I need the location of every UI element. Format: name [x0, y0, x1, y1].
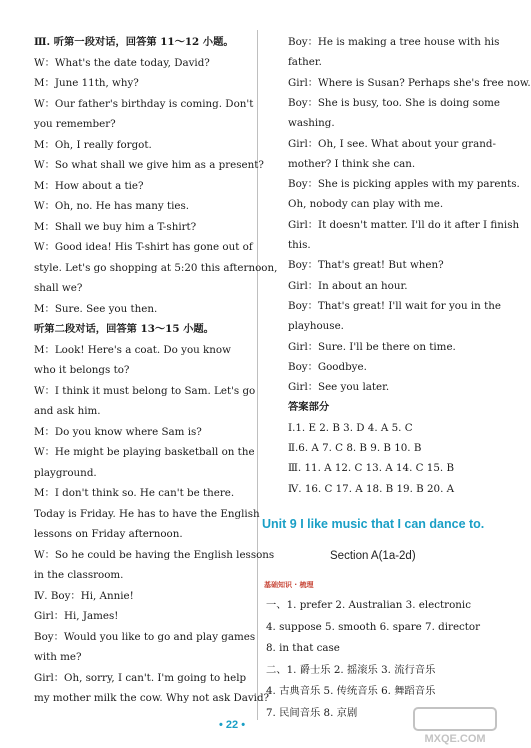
answer-line: 二、1. 爵士乐 2. 摇滚乐 3. 流行音乐	[266, 663, 436, 676]
text-line: shall we?	[34, 282, 83, 294]
text-line: Boy：He is making a tree house with his	[288, 36, 500, 48]
text-line: Girl：Sure. I'll be there on time.	[288, 340, 456, 353]
text-line: Boy：She is busy, too. She is doing some	[288, 96, 501, 109]
text-line: my mother milk the cow. Why not ask David?	[34, 692, 270, 704]
text-line: playground.	[34, 466, 97, 479]
text-line: Ⅰ.1. E 2. B 3. D 4. A 5. C	[288, 421, 413, 434]
text-line: Ⅲ. 11. A 12. C 13. A 14. C 15. B	[288, 462, 455, 475]
text-line: in the classroom.	[34, 569, 124, 581]
heading-line: Ⅲ. 听第一段对话，回答第 11～12 小题。	[34, 36, 234, 48]
page-number: • 22 •	[219, 719, 246, 731]
text-line: W：Our father's birthday is coming. Don't	[34, 97, 254, 110]
text-line: Girl：Oh, sorry, I can't. I'm going to help	[34, 671, 247, 684]
text-line: Ⅳ. 16. C 17. A 18. B 19. B 20. A	[288, 482, 455, 495]
text-line: M：Shall we buy him a T-shirt?	[34, 220, 197, 233]
text-line: Girl：Hi, James!	[34, 610, 119, 622]
text-line: and ask him.	[34, 405, 101, 417]
text-line: M：Oh, I really forgot.	[34, 138, 152, 151]
text-line: Today is Friday. He has to have the English	[34, 507, 260, 520]
text-line: W：He might be playing basketball on the	[34, 446, 255, 458]
text-line: style. Let's go shopping at 5:20 this afternoon,	[34, 261, 278, 274]
watermark-text: MXQE.COM	[424, 733, 486, 745]
text-line: this.	[288, 239, 311, 251]
text-line: M：Sure. See you then.	[34, 302, 158, 315]
text-line: Boy：Goodbye.	[288, 360, 367, 373]
unit-title: Unit 9 I like music that I can dance to.	[262, 517, 485, 531]
text-line: M：How about a tie?	[34, 179, 144, 192]
answer-line: 7. 民间音乐 8. 京剧	[266, 707, 358, 719]
text-line: Ⅱ.6. A 7. C 8. B 9. B 10. B	[288, 442, 422, 454]
text-line: Oh, nobody can play with me.	[288, 198, 444, 211]
column-divider	[257, 30, 258, 720]
answer-line: 4. suppose 5. smooth 6. spare 7. director	[266, 620, 481, 633]
text-line: Boy：That's great! I'll wait for you in the	[288, 299, 501, 312]
text-line: Boy：She is picking apples with my parents.	[288, 178, 520, 191]
watermark-logo	[412, 706, 498, 746]
text-line: M：Do you know where Sam is?	[34, 425, 202, 438]
text-line: W：So what shall we give him as a present?	[34, 159, 264, 171]
text-line: Girl：In about an hour.	[288, 279, 408, 292]
heading-line: 答案部分	[288, 401, 330, 414]
text-line: mother? I think she can.	[288, 157, 416, 170]
text-line: M：I don't think so. He can't be there.	[34, 487, 235, 499]
text-line: Girl：Where is Susan? Perhaps she's free now.	[288, 76, 531, 89]
text-line: M：Look! Here's a coat. Do you know	[34, 343, 231, 356]
heading-line: 听第二段对话，回答第 13～15 小题。	[34, 323, 214, 335]
text-line: Ⅳ. Boy：Hi, Annie!	[34, 589, 134, 602]
text-line: with me?	[34, 651, 82, 663]
text-line: Boy：That's great! But when?	[288, 259, 444, 272]
text-line: playhouse.	[288, 320, 344, 333]
text-line: lessons on Friday afternoon.	[34, 528, 183, 540]
section-title: Section A(1a-2d)	[330, 550, 416, 562]
answer-line: 8. in that case	[266, 642, 340, 655]
text-line: W：So he could be having the English lessons	[34, 548, 275, 561]
text-line: W：Good idea! His T-shirt has gone out of	[34, 241, 253, 253]
answer-line: 一、1. prefer 2. Australian 3. electronic	[266, 599, 471, 611]
text-line: Girl：See you later.	[288, 381, 390, 394]
text-line: W：What's the date today, David?	[34, 56, 210, 69]
text-line: washing.	[288, 117, 335, 130]
text-line: you remember?	[34, 118, 116, 130]
answer-line: 4. 古典音乐 5. 传统音乐 6. 舞蹈音乐	[266, 685, 436, 698]
sub-title: 基础知识 · 梳理	[264, 581, 314, 589]
text-line: Girl：It doesn't matter. I'll do it after I finish	[288, 218, 520, 231]
text-line: M：June 11th, why?	[34, 77, 139, 89]
text-line: Boy：Would you like to go and play games	[34, 630, 256, 643]
text-line: who it belongs to?	[34, 364, 130, 376]
text-line: W：I think it must belong to Sam. Let's go	[34, 384, 256, 397]
text-line: W：Oh, no. He has many ties.	[34, 200, 190, 212]
text-line: father.	[288, 56, 322, 69]
text-line: Girl：Oh, I see. What about your grand-	[288, 137, 496, 150]
